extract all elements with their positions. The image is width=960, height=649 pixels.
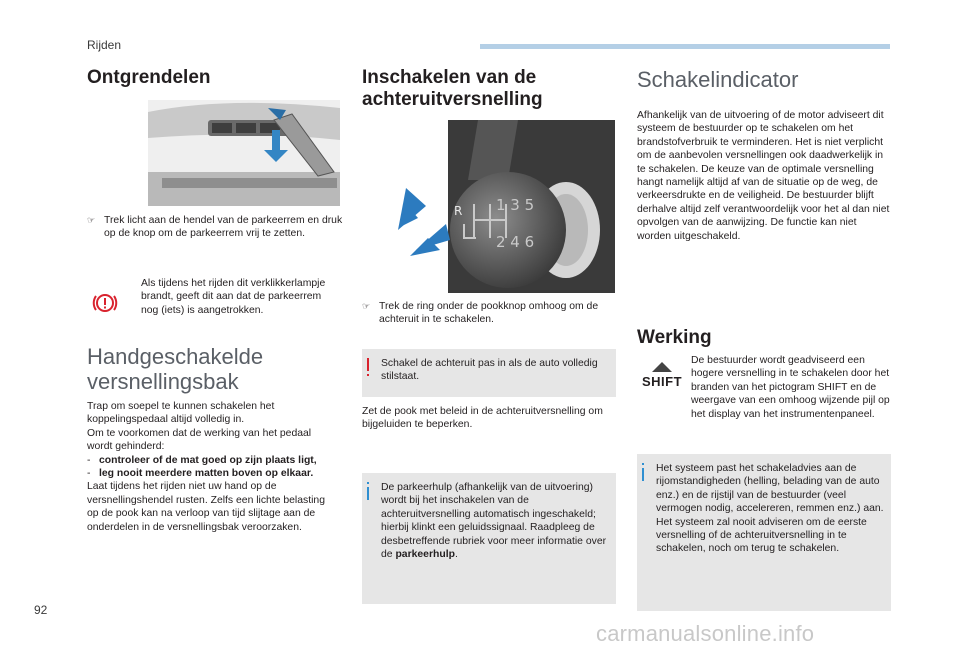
- warning-callout: [362, 349, 616, 397]
- warning-icon: [367, 358, 369, 371]
- gear-pattern-bottom: 2 4 6: [496, 233, 535, 251]
- unlock-instruction: ☞ Trek licht aan de hendel van de parkeerrem en druk op de knop om de parkeerrem vrij te zetten.: [87, 215, 343, 240]
- reverse-gear-title: Inschakelen van de achteruitversnelling: [362, 67, 543, 110]
- werking-text: De bestuurder wordt geadviseerd een hogere versnelling in te schakelen door het branden van het pictogram SHIFT en de weergave van een omhoog wijzende pijl op het display van het instrumentenpaneel.: [691, 355, 890, 420]
- unlock-title: Ontgrendelen: [87, 67, 211, 88]
- info-icon: [367, 487, 369, 500]
- info-icon: [642, 468, 644, 481]
- shift-indicator-intro: Afhankelijk van de uitvoering of de motor adviseert dit systeem de bestuurder op te schakelen om het brandstofverbruik te verminderen. Het is niet verplicht om de aanbevolen versnellingen ook daadwerkelijk in te schakelen. De keuze van de optimale versnelling hangt namelijk altijd af van de situatie op de weg, de verkeersdrukte en de veiligheid. De bestuurder blijft derhalve altijd zelf verantwoordelijk voor het al dan niet opvolgen van de aanwijzing. De functie kan niet worden uitgeschakeld.: [637, 110, 890, 242]
- mat-bullet-2: - leg nooit meerdere matten boven op elkaar.: [87, 468, 314, 480]
- werking-title: Werking: [637, 327, 712, 348]
- info-callout-shift: [637, 454, 891, 611]
- pointer-icon: ☞: [362, 301, 371, 311]
- gear-knob-illustration: [448, 120, 615, 293]
- gear-pattern-reverse: R: [454, 204, 463, 218]
- manual-gearbox-title: Handgeschakelde versnellingsbak: [87, 344, 264, 394]
- reverse-paragraph: Zet de pook met beleid in de achteruitversnelling om bijgeluiden te beperken.: [362, 406, 603, 431]
- warning-lamp-icon: [92, 290, 118, 316]
- info-callout-parking: [362, 473, 616, 604]
- gear-pattern-top: 1 3 5: [496, 196, 535, 214]
- warning-lamp-text: Als tijdens het rijden dit verklikkerlampje brandt, geeft dit aan dat de parkeerrem nog (iets) is aangetrokken.: [141, 278, 326, 316]
- pointer-icon: ☞: [87, 215, 96, 225]
- manual-gearbox-text: Trap om soepel te kunnen schakelen het koppelingspedaal altijd volledig in. Om te voorkomen dat de werking van het pedaal wordt gehinderd: - controleer of de mat goed op zijn plaats ligt, - leg nooit meerdere matten boven op elkaar. Laat tijdens het rijden niet uw hand op de versnellingshendel rusten. Zelfs een lichte belasting op de pook kan na verloop van tijd slijtage aan de onderdelen in de versnellingsbak veroorzaken.: [87, 400, 349, 534]
- page-number: 92: [34, 603, 48, 617]
- reverse-arrows-icon: [388, 180, 458, 260]
- info-callout-parking-text: De parkeerhulp (afhankelijk van de uitvoering) wordt bij het inschakelen van de achteruitversnelling automatisch ingeschakeld; hierbij klinkt een geluidssignaal. Raadpleeg de desbetreffende rubriek voor meer informatie over de parkeerhulp.: [381, 482, 607, 561]
- shift-indicator-title: Schakelindicator: [637, 67, 799, 92]
- parking-brake-photo: [148, 100, 340, 206]
- shift-up-arrow-icon: [640, 362, 684, 374]
- header-accent-bar: [480, 44, 890, 49]
- parking-brake-illustration: [148, 100, 340, 206]
- warning-callout-text: Schakel de achteruit pas in als de auto volledig stilstaat.: [381, 358, 598, 383]
- mat-bullet-1: - controleer of de mat goed op zijn plaats ligt,: [87, 454, 317, 466]
- watermark: carmanualsonline.info: [596, 621, 815, 646]
- section-label: Rijden: [87, 38, 122, 52]
- shift-pictogram: SHIFT: [640, 362, 684, 394]
- reverse-instruction: ☞ Trek de ring onder de pookknop omhoog om de achteruit in te schakelen.: [362, 301, 599, 326]
- gear-knob-photo: [448, 120, 615, 293]
- info-callout-shift-text: Het systeem past het schakeladvies aan de rijomstandigheden (helling, belading van de auto enz.) en de rijstijl van de bestuurder (veel vermogen nodig, accelereren, remmen enz.) aan. Het systeem zal nooit adviseren om de eerste versnelling of de achteruitversnelling in te schakelen, noch om terug te schakelen.: [656, 463, 884, 555]
